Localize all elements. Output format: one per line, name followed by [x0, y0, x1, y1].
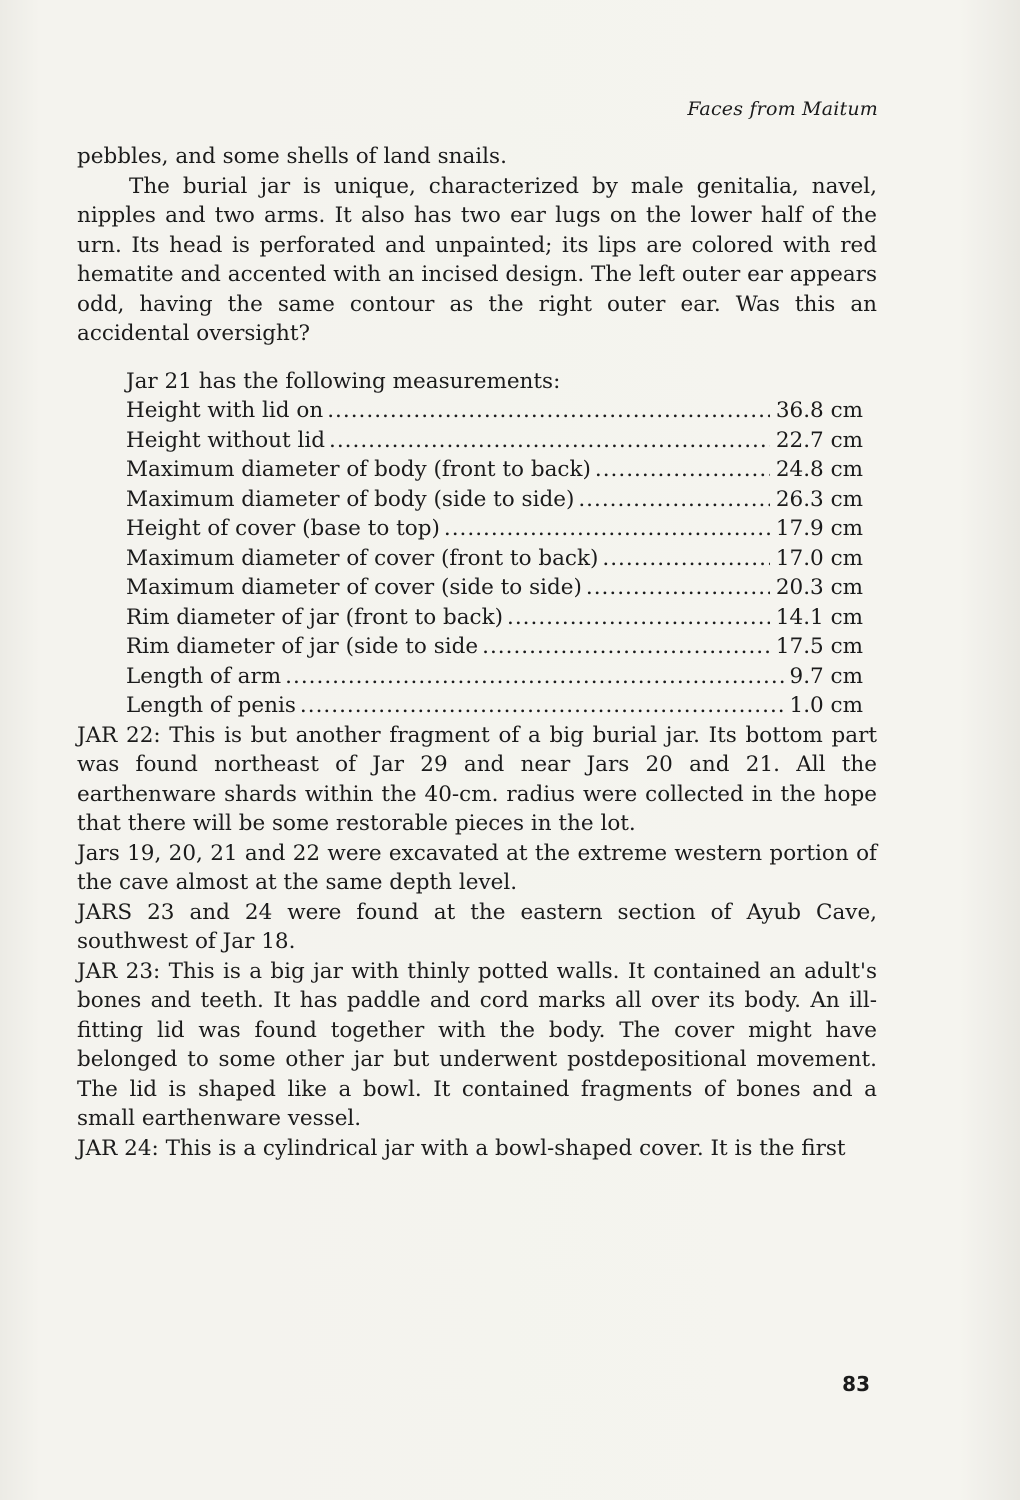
measurement-label: Rim diameter of jar (front to back) [126, 604, 504, 630]
page-number: 83 [842, 1372, 870, 1396]
measurement-label: Height without lid [126, 427, 325, 453]
measurement-row [126, 691, 863, 721]
running-head: Faces from Maitum [687, 98, 878, 120]
section-jars-23-24: JARS 23 and 24 were found at the eastern section of Ayub Cave, southwest of Jar 18. [77, 899, 877, 954]
dot-leader [444, 514, 770, 544]
measurement-row [126, 544, 863, 574]
measurement-label: Length of arm [126, 663, 282, 689]
section-jars-19-22-note: Jars 19, 20, 21 and 22 were excavated at the extreme western portion of the cave almost at the same depth level. [77, 840, 877, 895]
measurement-label: Maximum diameter of body (side to side) [126, 486, 575, 512]
measurement-row [126, 396, 863, 426]
measurement-row [126, 632, 863, 662]
measurement-value: 20.3 cm [775, 575, 863, 600]
measurement-value: 17.9 cm [775, 516, 863, 541]
measurement-label: Height with lid on [126, 398, 324, 423]
measurements-intro: Jar 21 has the following measurements: [126, 368, 561, 394]
measurement-row [126, 485, 863, 515]
measurement-row [126, 514, 863, 544]
dot-leader [595, 455, 770, 485]
measurement-row [126, 455, 863, 485]
measurement-row [126, 426, 863, 456]
measurement-row [126, 662, 863, 692]
measurement-value: 14.1 cm [775, 604, 863, 630]
section-jar-22: JAR 22: This is but another fragment of a big burial jar. Its bottom part was found northeast of Jar 29 and near Jars 20 and 21. All the earthenware shards within the 40-cm. radius were collected in the hope that there will be some restorable pieces in the lot. [77, 722, 877, 836]
measurement-label: Length of penis [126, 693, 296, 718]
measurement-row [126, 603, 863, 633]
page-content [77, 142, 877, 1163]
measurement-label: Height of cover (base to top) [126, 516, 440, 541]
section-jar-23: JAR 23: This is a big jar with thinly potted walls. It contained an adult's bones and teeth. It has paddle and cord marks all over its body. An ill-fitting lid was found together with the body. The cover might have belonged to some other jar but underwent postdepositional movement. The lid is shaped like a bowl. It contained fragments of bones and a small earthenware vessel. [77, 958, 877, 1131]
measurements-list [126, 367, 863, 721]
measurement-value: 36.8 cm [775, 398, 863, 423]
paragraph: The burial jar is unique, characterized by male genitalia, navel, nipples and two arms. It also has two ear lugs on the lower half of the urn. Its head is perforated and unpainted; its lips are colored with red hematite and accented with an incised design. The left outer ear appears odd, having the same contour as the right outer ear. Was this an accidental oversight? [77, 173, 877, 346]
measurement-value: 1.0 cm [789, 693, 863, 718]
dot-leader [602, 544, 769, 574]
measurement-value: 24.8 cm [775, 457, 863, 482]
dot-leader [578, 485, 770, 515]
measurement-row [126, 573, 863, 603]
measurement-value: 17.0 cm [775, 545, 863, 571]
dot-leader [507, 603, 770, 633]
dot-leader [329, 426, 770, 456]
measurement-value: 9.7 cm [789, 663, 863, 689]
section-jar-24: JAR 24: This is a cylindrical jar with a bowl-shaped cover. It is the first [77, 1135, 846, 1161]
measurement-label: Maximum diameter of cover (front to back) [126, 545, 599, 571]
measurement-value: 26.3 cm [775, 486, 863, 512]
measurement-value: 17.5 cm [775, 634, 863, 659]
dot-leader [482, 632, 770, 662]
measurement-label: Rim diameter of jar (side to side [126, 634, 479, 659]
measurement-label: Maximum diameter of cover (side to side) [126, 575, 582, 600]
dot-leader [586, 573, 770, 603]
paragraph: pebbles, and some shells of land snails. [77, 144, 507, 169]
measurement-label: Maximum diameter of body (front to back) [126, 457, 591, 482]
dot-leader [300, 691, 784, 721]
dot-leader [327, 396, 770, 426]
dot-leader [285, 662, 783, 692]
measurement-value: 22.7 cm [775, 427, 863, 453]
